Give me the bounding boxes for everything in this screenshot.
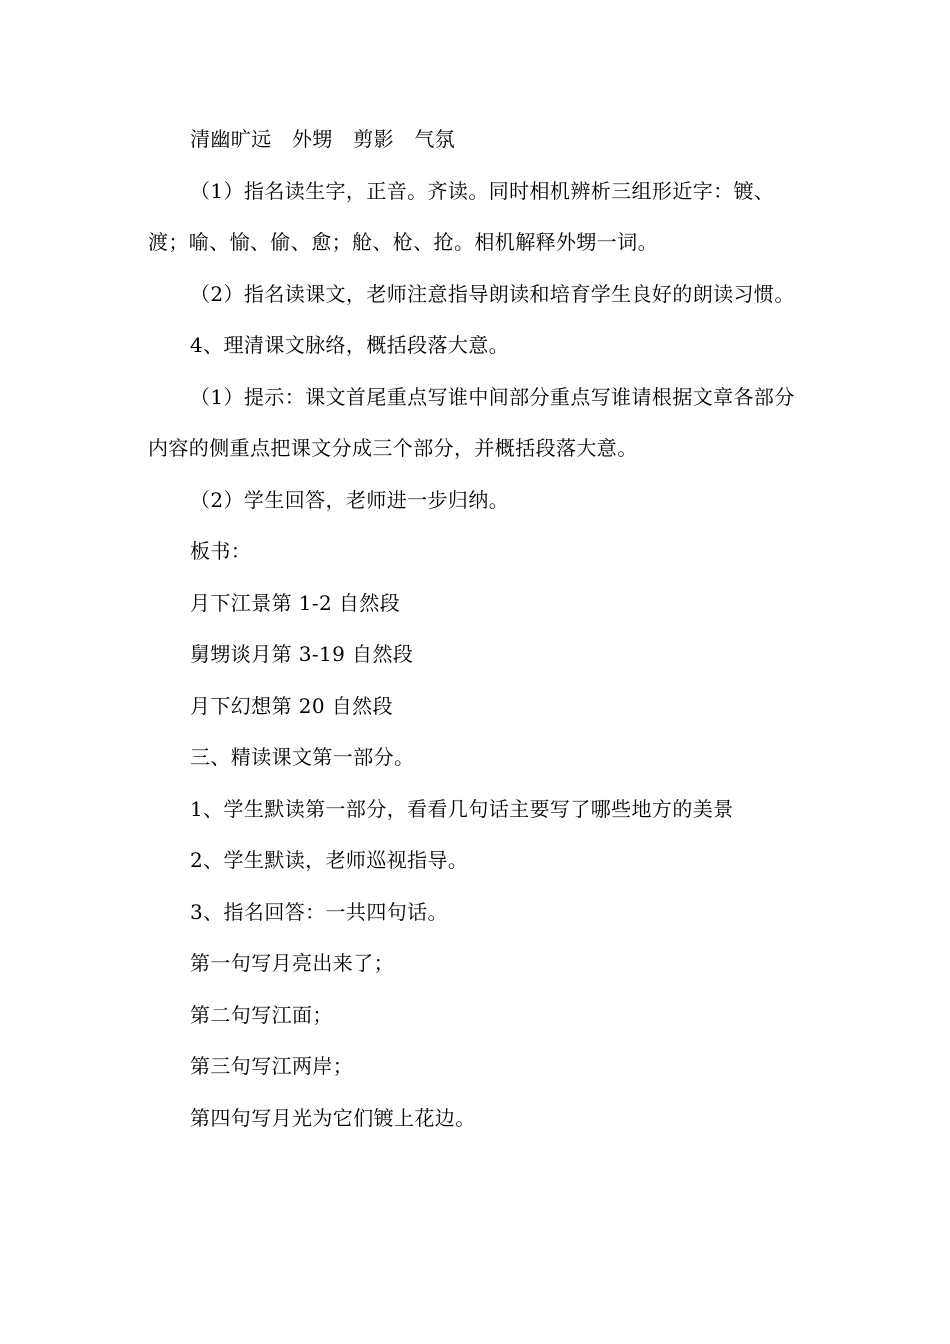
paragraph: 第四句写月光为它们镀上花边。 [190,1105,476,1130]
paragraph: 3、指名回答：一共四句话。 [190,899,448,924]
paragraph: （1）提示：课文首尾重点写谁中间部分重点写谁请根据文章各部分内容的侧重点把课文分成三个部分，并概括段落大意。 [148,384,795,460]
section-heading: 三、精读课文第一部分。 [190,745,415,769]
paragraph: 1、学生默读第一部分，看看几句话主要写了哪些地方的美景 [190,796,734,821]
paragraph: （2）指名读课文，老师注意指导朗读和培育学生良好的朗读习惯。 [190,281,795,306]
paragraph: （1）指名读生字，正音。齐读。同时相机辨析三组形近字：镀、渡；喻、愉、偷、愈；舱、枪、抢。相机解释外甥一词。 [148,178,775,254]
paragraph: 第三句写江两岸； [190,1054,354,1078]
board-line: 舅甥谈月第 3-19 自然段 [190,642,414,666]
board-line: 月下江景第 1-2 自然段 [190,590,401,615]
paragraph: 2、学生默读，老师巡视指导。 [190,848,469,872]
vocab-line: 清幽旷远 外甥 剪影 气氛 [190,127,456,151]
paragraph: （2）学生回答，老师进一步归纳。 [190,487,510,512]
paragraph: 第一句写月亮出来了； [190,951,394,975]
paragraph: 第二句写江面； [190,1002,333,1027]
board-line: 月下幻想第 20 自然段 [190,693,393,718]
board-heading: 板书： [190,539,252,563]
paragraph: 4、理清课文脉络，概括段落大意。 [190,333,510,357]
body-text [148,114,808,1144]
